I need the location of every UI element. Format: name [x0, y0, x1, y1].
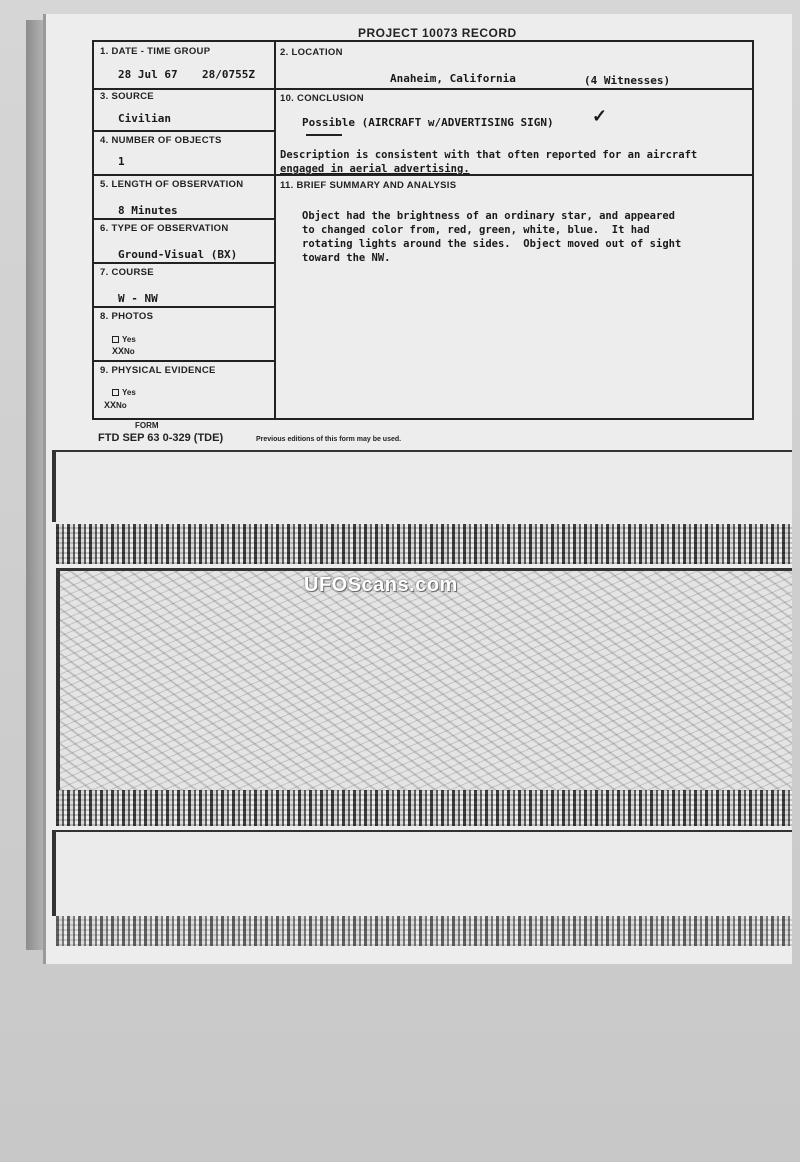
row-line-1 [94, 88, 754, 90]
blank-card-strip-1 [52, 450, 792, 522]
time-value: 28/0755Z [202, 68, 255, 81]
type-of-observation-value: Ground-Visual (BX) [118, 248, 238, 261]
conclusion-value: Possible (AIRCRAFT w/ADVERTISING SIGN) [302, 116, 554, 129]
source-value: Civilian [118, 112, 171, 125]
number-of-objects-label: 4. NUMBER OF OBJECTS [100, 135, 222, 146]
summary-line-4: toward the NW. [302, 252, 391, 264]
noise-band-2 [56, 790, 792, 826]
conclusion-underline [306, 134, 342, 136]
watermark-text: UFOScans.com [304, 574, 458, 596]
location-value: Anaheim, California [390, 72, 516, 85]
evidence-yes-option [112, 388, 136, 397]
summary-line-1: Object had the brightness of an ordinary star, and appeared [302, 210, 675, 222]
conclusion-description-2: engaged in aerial advertising. [280, 163, 470, 175]
location-label: 2. LOCATION [280, 47, 343, 58]
column-divider [274, 42, 276, 418]
date-value: 28 Jul 67 [118, 68, 178, 81]
brief-summary-label: 11. BRIEF SUMMARY AND ANALYSIS [280, 180, 457, 191]
summary-line-3: rotating lights around the sides. Object moved out of sight [302, 238, 682, 250]
footer-form-code: FTD SEP 63 0-329 (TDE) [98, 432, 224, 444]
photos-no-option [112, 346, 135, 356]
footer-form-word: FORM [135, 421, 159, 430]
summary-line-2: to changed color from, red, green, white, blue. It had [302, 224, 650, 236]
footer-note: Previous editions of this form may be used. [256, 436, 402, 443]
witnesses-value: (4 Witnesses) [584, 74, 671, 87]
checkbox-icon [112, 336, 119, 343]
physical-evidence-label: 9. PHYSICAL EVIDENCE [100, 365, 216, 376]
date-time-label: 1. DATE - TIME GROUP [100, 46, 211, 57]
row-line-7 [94, 360, 274, 362]
conclusion-description-1: Description is consistent with that often reported for an aircraft [280, 149, 698, 161]
form-title: PROJECT 10073 RECORD [358, 26, 517, 40]
photos-label: 8. PHOTOS [100, 311, 154, 322]
row-line-2 [94, 130, 274, 132]
photos-yes-label: Yes [122, 335, 136, 344]
evidence-no-mark: XX [104, 400, 117, 410]
row-line-6 [94, 306, 274, 308]
photos-no-mark: XX [112, 346, 125, 356]
evidence-no-option [104, 400, 127, 410]
row-line-4 [94, 218, 274, 220]
row-line-5 [94, 262, 274, 264]
course-label: 7. COURSE [100, 267, 154, 278]
page-edge-shadow [26, 20, 46, 950]
course-value: W - NW [118, 292, 158, 305]
photos-yes-option [112, 335, 136, 344]
noise-band-3 [56, 916, 792, 946]
source-label: 3. SOURCE [100, 91, 154, 102]
blank-card-strip-2 [52, 830, 792, 916]
length-of-observation-value: 8 Minutes [118, 204, 178, 217]
noise-band-1 [56, 524, 792, 564]
conclusion-label: 10. CONCLUSION [280, 93, 364, 104]
evidence-yes-label: Yes [122, 388, 136, 397]
record-form [92, 40, 754, 420]
noisy-card-strip [56, 568, 792, 790]
photos-no-label: No [124, 347, 135, 356]
evidence-no-label: No [116, 401, 127, 410]
checkbox-icon [112, 389, 119, 396]
length-of-observation-label: 5. LENGTH OF OBSERVATION [100, 179, 244, 190]
number-of-objects-value: 1 [118, 155, 125, 168]
type-of-observation-label: 6. TYPE OF OBSERVATION [100, 223, 229, 234]
check-mark-icon: ✓ [592, 106, 608, 126]
